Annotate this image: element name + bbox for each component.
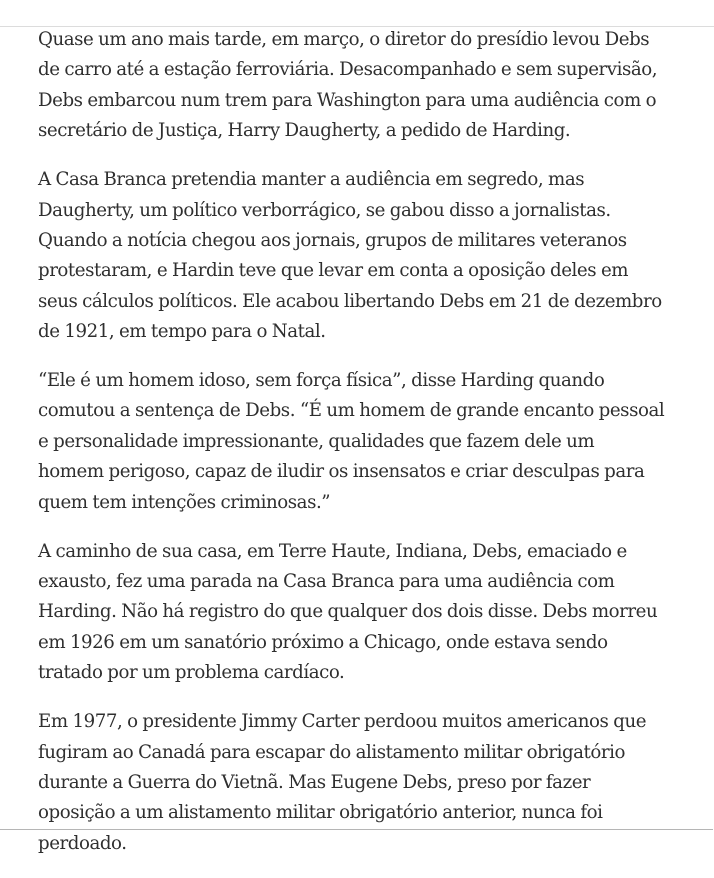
text-line: A caminho de sua casa, em Terre Haute, Indiana, Debs, emaciado e — [38, 540, 627, 562]
article-body — [38, 25, 678, 878]
text-line: Debs embarcou num trem para Washington para uma audiência com o — [38, 89, 657, 111]
text-line: “Ele é um homem idoso, sem força física”, disse Harding quando — [38, 370, 605, 392]
text-line: Quase um ano mais tarde, em março, o diretor do presídio levou Debs — [38, 29, 650, 50]
bottom-divider — [0, 829, 713, 830]
text-line: Harding. Não há registro do que qualquer dos dois disse. Debs morreu — [38, 601, 658, 623]
text-line: A Casa Branca pretendia manter a audiência em segredo, mas — [38, 169, 585, 191]
paragraph-1 — [38, 25, 678, 147]
text-line: exausto, fez uma parada na Casa Branca para uma audiência com — [38, 571, 615, 592]
article-viewport[interactable] — [0, 27, 714, 854]
text-line: comutou a sentença de Debs. “É um homem de grande encanto pessoal — [38, 400, 665, 422]
text-line: Em 1977, o presidente Jimmy Carter perdoou muitos americanos que — [38, 711, 647, 733]
text-line: e personalidade impressionante, qualidades que fazem dele um — [38, 430, 595, 452]
text-line: em 1926 em um sanatório próximo a Chicago, onde estava sendo — [38, 631, 608, 653]
text-line: fugiram ao Canadá para escapar do alistamento militar obrigatório — [38, 741, 625, 763]
text-line: de carro até a estação ferroviária. Desacompanhado e sem supervisão, — [38, 59, 658, 81]
text-line: tratado por um problema cardíaco. — [38, 662, 345, 684]
text-line: seus cálculos políticos. Ele acabou libertando Debs em 21 de dezembro — [38, 290, 662, 312]
text-line: Daugherty, um político verborrágico, se gabou disso a jornalistas. — [38, 199, 611, 221]
text-line: protestaram, e Hardin teve que levar em conta a oposição deles em — [38, 260, 629, 282]
paragraph-3-quote — [38, 366, 678, 518]
text-line: quem tem intenções criminosas.” — [38, 491, 331, 513]
paragraph-2 — [38, 165, 678, 347]
paragraph-5 — [38, 707, 678, 859]
text-line: perdoado. — [38, 832, 127, 854]
text-line: de 1921, em tempo para o Natal. — [38, 321, 326, 343]
text-line: durante a Guerra do Vietnã. Mas Eugene Debs, preso por fazer — [38, 771, 591, 793]
paragraph-4 — [38, 537, 678, 689]
text-line: oposição a um alistamento militar obrigatório anterior, nunca foi — [38, 802, 603, 824]
text-line: secretário de Justiça, Harry Daugherty, a pedido de Harding. — [38, 120, 571, 142]
text-line: homem perigoso, capaz de iludir os insensatos e criar desculpas para — [38, 461, 645, 483]
text-line: Quando a notícia chegou aos jornais, grupos de militares veteranos — [38, 229, 627, 251]
